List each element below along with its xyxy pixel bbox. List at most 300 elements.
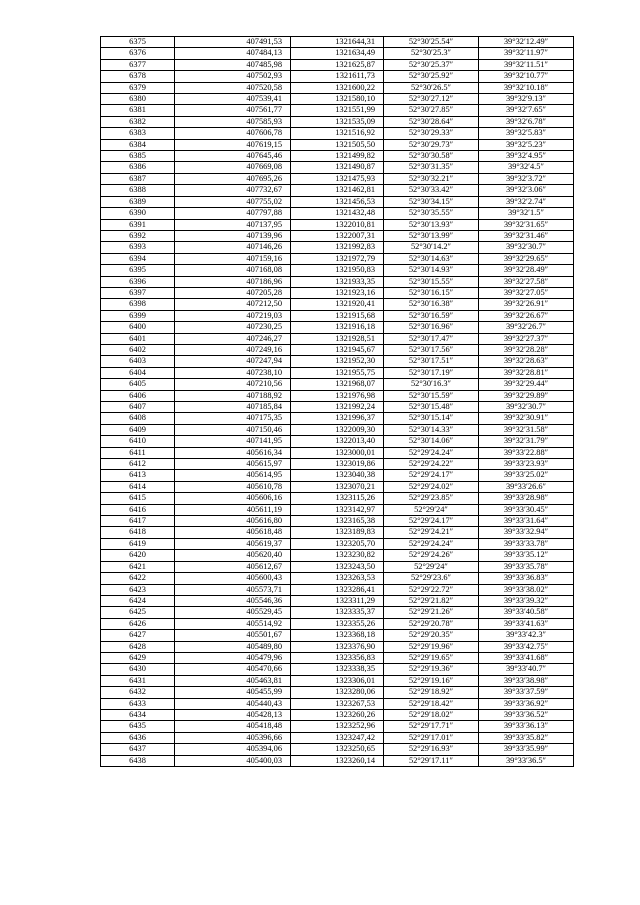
table-row: [101, 664, 574, 675]
latitude-cell: 52°29′19.65″: [384, 652, 479, 663]
y-coordinate-cell: 1321976,98: [291, 390, 384, 401]
table-row: [101, 687, 574, 698]
y-coordinate-cell: 1323070,21: [291, 481, 384, 492]
table-row: [101, 356, 574, 367]
table-row: [101, 527, 574, 538]
latitude-cell: 52°29′19.16″: [384, 675, 479, 686]
table-row: [101, 550, 574, 561]
point-number-cell: 6399: [101, 310, 175, 321]
point-number-cell: 6410: [101, 436, 175, 447]
latitude-cell: 52°29′23.6″: [384, 573, 479, 584]
point-number-cell: 6423: [101, 584, 175, 595]
table-row: [101, 641, 574, 652]
y-coordinate-cell: 1323335,37: [291, 607, 384, 618]
point-number-cell: 6417: [101, 516, 175, 527]
longitude-cell: 39°33′22.88″: [479, 447, 574, 458]
y-coordinate-cell: 1323250,65: [291, 744, 384, 755]
point-number-cell: 6420: [101, 550, 175, 561]
y-coordinate-cell: 1321928,51: [291, 333, 384, 344]
point-number-cell: 6384: [101, 139, 175, 150]
x-coordinate-cell: 407695,26: [175, 173, 291, 184]
latitude-cell: 52°29′18.92″: [384, 687, 479, 698]
longitude-cell: 39°33′39.32″: [479, 595, 574, 606]
latitude-cell: 52°30′13.99″: [384, 230, 479, 241]
longitude-cell: 39°33′33.78″: [479, 538, 574, 549]
point-number-cell: 6397: [101, 287, 175, 298]
longitude-cell: 39°32′10.77″: [479, 71, 574, 82]
longitude-cell: 39°33′28.98″: [479, 493, 574, 504]
point-number-cell: 6406: [101, 390, 175, 401]
x-coordinate-cell: 407168,08: [175, 265, 291, 276]
x-coordinate-cell: 407238,10: [175, 367, 291, 378]
point-number-cell: 6378: [101, 71, 175, 82]
latitude-cell: 52°30′29.33″: [384, 128, 479, 139]
table-row: [101, 402, 574, 413]
latitude-cell: 52°30′17.51″: [384, 356, 479, 367]
table-row: [101, 367, 574, 378]
latitude-cell: 52°29′20.35″: [384, 630, 479, 641]
y-coordinate-cell: 1323263,53: [291, 573, 384, 584]
x-coordinate-cell: 405616,80: [175, 516, 291, 527]
latitude-cell: 52°30′14.63″: [384, 253, 479, 264]
latitude-cell: 52°30′15.48″: [384, 402, 479, 413]
longitude-cell: 39°33′35.99″: [479, 744, 574, 755]
y-coordinate-cell: 1321499,82: [291, 151, 384, 162]
latitude-cell: 52°30′33.42″: [384, 185, 479, 196]
point-number-cell: 6394: [101, 253, 175, 264]
longitude-cell: 39°33′36.52″: [479, 709, 574, 720]
table-row: [101, 48, 574, 59]
y-coordinate-cell: 1321625,87: [291, 59, 384, 70]
point-number-cell: 6424: [101, 595, 175, 606]
y-coordinate-cell: 1321955,75: [291, 367, 384, 378]
longitude-cell: 39°32′27.37″: [479, 333, 574, 344]
table-row: [101, 299, 574, 310]
table-row: [101, 344, 574, 355]
longitude-cell: 39°33′23.93″: [479, 459, 574, 470]
x-coordinate-cell: 405611,19: [175, 504, 291, 515]
table-row: [101, 675, 574, 686]
table-row: [101, 721, 574, 732]
y-coordinate-cell: 1323243,50: [291, 561, 384, 572]
table-row: [101, 105, 574, 116]
point-number-cell: 6403: [101, 356, 175, 367]
longitude-cell: 39°32′28.81″: [479, 367, 574, 378]
table-row: [101, 732, 574, 743]
latitude-cell: 52°30′28.64″: [384, 116, 479, 127]
x-coordinate-cell: 405600,43: [175, 573, 291, 584]
x-coordinate-cell: 407205,28: [175, 287, 291, 298]
longitude-cell: 39°32′29.44″: [479, 379, 574, 390]
latitude-cell: 52°29′24.21″: [384, 527, 479, 538]
latitude-cell: 52°29′21.82″: [384, 595, 479, 606]
y-coordinate-cell: 1321516,92: [291, 128, 384, 139]
latitude-cell: 52°29′22.72″: [384, 584, 479, 595]
y-coordinate-cell: 1323368,18: [291, 630, 384, 641]
point-number-cell: 6409: [101, 424, 175, 435]
table-row: [101, 59, 574, 70]
table-row: [101, 709, 574, 720]
y-coordinate-cell: 1322007,31: [291, 230, 384, 241]
y-coordinate-cell: 1321972,79: [291, 253, 384, 264]
table-row: [101, 538, 574, 549]
longitude-cell: 39°32′27.05″: [479, 287, 574, 298]
table-row: [101, 173, 574, 184]
longitude-cell: 39°33′42.75″: [479, 641, 574, 652]
point-number-cell: 6412: [101, 459, 175, 470]
x-coordinate-cell: 407219,03: [175, 310, 291, 321]
point-number-cell: 6431: [101, 675, 175, 686]
latitude-cell: 52°29′24.17″: [384, 470, 479, 481]
x-coordinate-cell: 407755,02: [175, 196, 291, 207]
x-coordinate-cell: 407249,16: [175, 344, 291, 355]
x-coordinate-cell: 405396,66: [175, 732, 291, 743]
point-number-cell: 6427: [101, 630, 175, 641]
x-coordinate-cell: 407230,25: [175, 322, 291, 333]
x-coordinate-cell: 405546,36: [175, 595, 291, 606]
longitude-cell: 39°32′26.7″: [479, 322, 574, 333]
y-coordinate-cell: 1323247,42: [291, 732, 384, 743]
y-coordinate-cell: 1322013,40: [291, 436, 384, 447]
point-number-cell: 6402: [101, 344, 175, 355]
latitude-cell: 52°30′16.96″: [384, 322, 479, 333]
point-number-cell: 6385: [101, 151, 175, 162]
longitude-cell: 39°33′38.02″: [479, 584, 574, 595]
point-number-cell: 6386: [101, 162, 175, 173]
x-coordinate-cell: 407491,53: [175, 37, 291, 48]
longitude-cell: 39°32′29.89″: [479, 390, 574, 401]
point-number-cell: 6382: [101, 116, 175, 127]
latitude-cell: 52°30′16.59″: [384, 310, 479, 321]
table-row: [101, 573, 574, 584]
longitude-cell: 39°32′5.83″: [479, 128, 574, 139]
point-number-cell: 6418: [101, 527, 175, 538]
y-coordinate-cell: 1321505,50: [291, 139, 384, 150]
table-row: [101, 253, 574, 264]
x-coordinate-cell: 407188,92: [175, 390, 291, 401]
table-row: [101, 561, 574, 572]
longitude-cell: 39°33′35.82″: [479, 732, 574, 743]
y-coordinate-cell: 1321915,68: [291, 310, 384, 321]
x-coordinate-cell: 407137,95: [175, 219, 291, 230]
y-coordinate-cell: 1323286,41: [291, 584, 384, 595]
longitude-cell: 39°32′1.5″: [479, 208, 574, 219]
longitude-cell: 39°32′6.78″: [479, 116, 574, 127]
x-coordinate-cell: 405400,03: [175, 755, 291, 766]
table-row: [101, 94, 574, 105]
y-coordinate-cell: 1323376,90: [291, 641, 384, 652]
table-row: [101, 230, 574, 241]
x-coordinate-cell: 407212,50: [175, 299, 291, 310]
x-coordinate-cell: 405479,96: [175, 652, 291, 663]
point-number-cell: 6437: [101, 744, 175, 755]
x-coordinate-cell: 407150,46: [175, 424, 291, 435]
latitude-cell: 52°30′13.93″: [384, 219, 479, 230]
longitude-cell: 39°32′12.49″: [479, 37, 574, 48]
longitude-cell: 39°33′36.13″: [479, 721, 574, 732]
point-number-cell: 6380: [101, 94, 175, 105]
x-coordinate-cell: 405620,40: [175, 550, 291, 561]
latitude-cell: 52°30′25.37″: [384, 59, 479, 70]
latitude-cell: 52°29′24.24″: [384, 447, 479, 458]
x-coordinate-cell: 405514,92: [175, 618, 291, 629]
y-coordinate-cell: 1321600,22: [291, 82, 384, 93]
longitude-cell: 39°32′10.18″: [479, 82, 574, 93]
table-row: [101, 744, 574, 755]
latitude-cell: 52°29′21.26″: [384, 607, 479, 618]
longitude-cell: 39°33′26.6″: [479, 481, 574, 492]
longitude-cell: 39°32′11.97″: [479, 48, 574, 59]
latitude-cell: 52°29′24.17″: [384, 516, 479, 527]
y-coordinate-cell: 1323040,38: [291, 470, 384, 481]
table-row: [101, 287, 574, 298]
longitude-cell: 39°32′7.65″: [479, 105, 574, 116]
y-coordinate-cell: 1323000,01: [291, 447, 384, 458]
longitude-cell: 39°32′11.51″: [479, 59, 574, 70]
y-coordinate-cell: 1323252,96: [291, 721, 384, 732]
table-row: [101, 436, 574, 447]
latitude-cell: 52°30′27.85″: [384, 105, 479, 116]
x-coordinate-cell: 407484,13: [175, 48, 291, 59]
table-row: [101, 139, 574, 150]
point-number-cell: 6392: [101, 230, 175, 241]
x-coordinate-cell: 405440,43: [175, 698, 291, 709]
y-coordinate-cell: 1321432,48: [291, 208, 384, 219]
y-coordinate-cell: 1323260,14: [291, 755, 384, 766]
table-row: [101, 116, 574, 127]
latitude-cell: 52°30′26.5″: [384, 82, 479, 93]
latitude-cell: 52°29′18.02″: [384, 709, 479, 720]
x-coordinate-cell: 405618,48: [175, 527, 291, 538]
point-number-cell: 6434: [101, 709, 175, 720]
point-number-cell: 6401: [101, 333, 175, 344]
table-row: [101, 196, 574, 207]
longitude-cell: 39°32′2.74″: [479, 196, 574, 207]
y-coordinate-cell: 1323355,26: [291, 618, 384, 629]
point-number-cell: 6396: [101, 276, 175, 287]
table-row: [101, 630, 574, 641]
y-coordinate-cell: 1321952,30: [291, 356, 384, 367]
latitude-cell: 52°30′17.19″: [384, 367, 479, 378]
table-row: [101, 310, 574, 321]
y-coordinate-cell: 1321916,18: [291, 322, 384, 333]
latitude-cell: 52°30′16.38″: [384, 299, 479, 310]
latitude-cell: 52°29′24.26″: [384, 550, 479, 561]
point-number-cell: 6390: [101, 208, 175, 219]
y-coordinate-cell: 1323115,26: [291, 493, 384, 504]
longitude-cell: 39°33′41.68″: [479, 652, 574, 663]
y-coordinate-cell: 1323267,53: [291, 698, 384, 709]
x-coordinate-cell: 407246,27: [175, 333, 291, 344]
latitude-cell: 52°30′14.33″: [384, 424, 479, 435]
table-row: [101, 584, 574, 595]
point-number-cell: 6377: [101, 59, 175, 70]
longitude-cell: 39°33′40.7″: [479, 664, 574, 675]
table-row: [101, 607, 574, 618]
longitude-cell: 39°33′41.63″: [479, 618, 574, 629]
latitude-cell: 52°29′24″: [384, 504, 479, 515]
point-number-cell: 6400: [101, 322, 175, 333]
longitude-cell: 39°33′40.58″: [479, 607, 574, 618]
latitude-cell: 52°30′17.56″: [384, 344, 479, 355]
x-coordinate-cell: 405616,34: [175, 447, 291, 458]
latitude-cell: 52°29′23.85″: [384, 493, 479, 504]
point-number-cell: 6407: [101, 402, 175, 413]
latitude-cell: 52°30′25.54″: [384, 37, 479, 48]
latitude-cell: 52°29′24.02″: [384, 481, 479, 492]
y-coordinate-cell: 1323142,97: [291, 504, 384, 515]
y-coordinate-cell: 1321634,49: [291, 48, 384, 59]
coordinates-table: [100, 36, 574, 767]
table-row: [101, 595, 574, 606]
latitude-cell: 52°30′14.93″: [384, 265, 479, 276]
point-number-cell: 6383: [101, 128, 175, 139]
longitude-cell: 39°32′9.13″: [479, 94, 574, 105]
latitude-cell: 52°30′17.47″: [384, 333, 479, 344]
table-row: [101, 481, 574, 492]
x-coordinate-cell: 405573,71: [175, 584, 291, 595]
latitude-cell: 52°30′34.15″: [384, 196, 479, 207]
y-coordinate-cell: 1321535,09: [291, 116, 384, 127]
longitude-cell: 39°32′31.46″: [479, 230, 574, 241]
y-coordinate-cell: 1321462,81: [291, 185, 384, 196]
longitude-cell: 39°32′3.72″: [479, 173, 574, 184]
table-row: [101, 151, 574, 162]
x-coordinate-cell: 405529,45: [175, 607, 291, 618]
x-coordinate-cell: 407502,93: [175, 71, 291, 82]
table-row: [101, 322, 574, 333]
latitude-cell: 52°30′15.55″: [384, 276, 479, 287]
x-coordinate-cell: 405489,80: [175, 641, 291, 652]
x-coordinate-cell: 405463,81: [175, 675, 291, 686]
longitude-cell: 39°32′4.5″: [479, 162, 574, 173]
point-number-cell: 6414: [101, 481, 175, 492]
x-coordinate-cell: 407210,56: [175, 379, 291, 390]
latitude-cell: 52°30′15.59″: [384, 390, 479, 401]
y-coordinate-cell: 1323165,38: [291, 516, 384, 527]
longitude-cell: 39°32′28.28″: [479, 344, 574, 355]
table-row: [101, 390, 574, 401]
y-coordinate-cell: 1322009,30: [291, 424, 384, 435]
point-number-cell: 6381: [101, 105, 175, 116]
x-coordinate-cell: 407797,88: [175, 208, 291, 219]
point-number-cell: 6375: [101, 37, 175, 48]
x-coordinate-cell: 407159,16: [175, 253, 291, 264]
table-row: [101, 128, 574, 139]
x-coordinate-cell: 407186,96: [175, 276, 291, 287]
y-coordinate-cell: 1323356,83: [291, 652, 384, 663]
point-number-cell: 6429: [101, 652, 175, 663]
point-number-cell: 6422: [101, 573, 175, 584]
point-number-cell: 6376: [101, 48, 175, 59]
table-row: [101, 618, 574, 629]
x-coordinate-cell: 405606,16: [175, 493, 291, 504]
table-row: [101, 219, 574, 230]
table-row: [101, 37, 574, 48]
longitude-cell: 39°33′31.64″: [479, 516, 574, 527]
longitude-cell: 39°33′35.78″: [479, 561, 574, 572]
table-row: [101, 459, 574, 470]
longitude-cell: 39°33′36.83″: [479, 573, 574, 584]
latitude-cell: 52°30′31.35″: [384, 162, 479, 173]
latitude-cell: 52°30′25.92″: [384, 71, 479, 82]
x-coordinate-cell: 407645,46: [175, 151, 291, 162]
x-coordinate-cell: 405612,67: [175, 561, 291, 572]
point-number-cell: 6387: [101, 173, 175, 184]
x-coordinate-cell: 407485,98: [175, 59, 291, 70]
table-row: [101, 71, 574, 82]
point-number-cell: 6435: [101, 721, 175, 732]
latitude-cell: 52°30′30.58″: [384, 151, 479, 162]
x-coordinate-cell: 405428,13: [175, 709, 291, 720]
table-row: [101, 698, 574, 709]
y-coordinate-cell: 1321490,87: [291, 162, 384, 173]
y-coordinate-cell: 1323189,83: [291, 527, 384, 538]
table-row: [101, 424, 574, 435]
point-number-cell: 6393: [101, 242, 175, 253]
latitude-cell: 52°30′32.21″: [384, 173, 479, 184]
longitude-cell: 39°33′37.59″: [479, 687, 574, 698]
x-coordinate-cell: 407606,78: [175, 128, 291, 139]
y-coordinate-cell: 1323280,06: [291, 687, 384, 698]
point-number-cell: 6438: [101, 755, 175, 766]
table-row: [101, 493, 574, 504]
x-coordinate-cell: 407146,26: [175, 242, 291, 253]
longitude-cell: 39°33′25.02″: [479, 470, 574, 481]
latitude-cell: 52°29′19.36″: [384, 664, 479, 675]
latitude-cell: 52°30′35.55″: [384, 208, 479, 219]
y-coordinate-cell: 1321945,67: [291, 344, 384, 355]
x-coordinate-cell: 407585,93: [175, 116, 291, 127]
table-row: [101, 413, 574, 424]
y-coordinate-cell: 1321992,83: [291, 242, 384, 253]
longitude-cell: 39°32′30.91″: [479, 413, 574, 424]
latitude-cell: 52°29′20.78″: [384, 618, 479, 629]
longitude-cell: 39°33′36.92″: [479, 698, 574, 709]
x-coordinate-cell: 405501,67: [175, 630, 291, 641]
point-number-cell: 6432: [101, 687, 175, 698]
longitude-cell: 39°32′30.7″: [479, 402, 574, 413]
coordinates-table-body: [101, 37, 574, 767]
latitude-cell: 52°29′19.96″: [384, 641, 479, 652]
x-coordinate-cell: 407185,84: [175, 402, 291, 413]
y-coordinate-cell: 1321551,99: [291, 105, 384, 116]
table-row: [101, 82, 574, 93]
point-number-cell: 6389: [101, 196, 175, 207]
longitude-cell: 39°32′27.58″: [479, 276, 574, 287]
point-number-cell: 6398: [101, 299, 175, 310]
y-coordinate-cell: 1323019,86: [291, 459, 384, 470]
point-number-cell: 6408: [101, 413, 175, 424]
longitude-cell: 39°32′26.91″: [479, 299, 574, 310]
y-coordinate-cell: 1321920,41: [291, 299, 384, 310]
table-row: [101, 379, 574, 390]
point-number-cell: 6419: [101, 538, 175, 549]
y-coordinate-cell: 1323205,70: [291, 538, 384, 549]
longitude-cell: 39°32′28.49″: [479, 265, 574, 276]
latitude-cell: 52°30′14.06″: [384, 436, 479, 447]
table-row: [101, 265, 574, 276]
latitude-cell: 52°29′18.42″: [384, 698, 479, 709]
x-coordinate-cell: 407669,08: [175, 162, 291, 173]
point-number-cell: 6379: [101, 82, 175, 93]
longitude-cell: 39°33′36.5″: [479, 755, 574, 766]
y-coordinate-cell: 1323260,26: [291, 709, 384, 720]
table-row: [101, 504, 574, 515]
y-coordinate-cell: 1321456,53: [291, 196, 384, 207]
table-row: [101, 333, 574, 344]
table-row: [101, 447, 574, 458]
